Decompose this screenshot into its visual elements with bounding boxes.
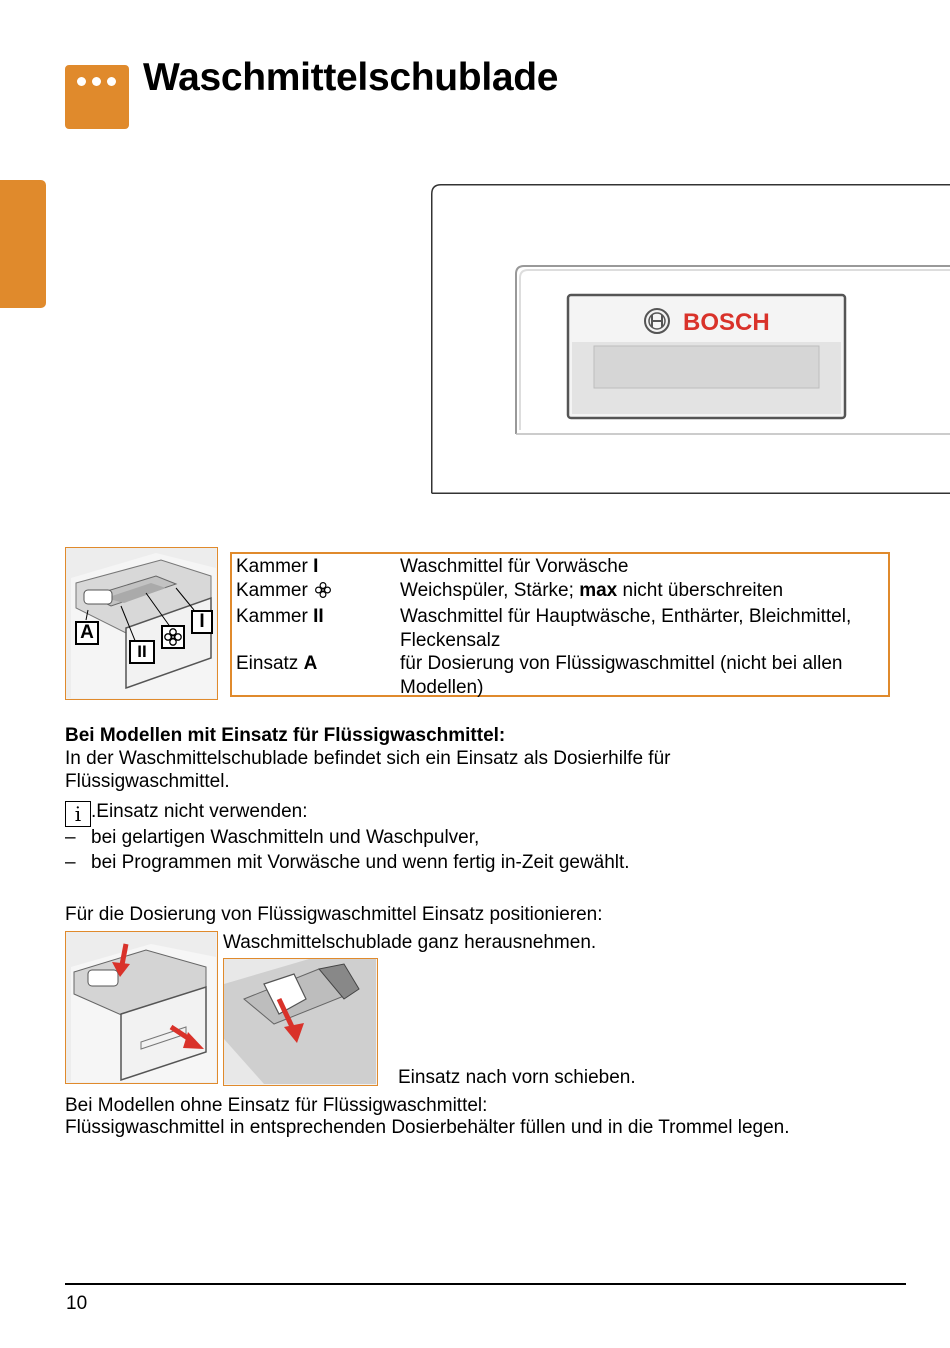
row-label: Kammer bbox=[236, 606, 314, 627]
row-description: Waschmittel für Hauptwäsche, Enthärter, Bleichmittel, Fleckensalz bbox=[400, 606, 852, 651]
chapter-tab bbox=[0, 180, 46, 308]
paragraph-line: Flüssigwaschmittel in entsprechenden Dosierbehälter füllen und in die Trommel legen. bbox=[65, 1117, 790, 1138]
chamber-label-ii: II bbox=[129, 640, 155, 664]
softener-flower-icon bbox=[161, 625, 185, 649]
info-icon: i bbox=[65, 801, 91, 827]
step-text: Waschmittelschublade ganz herausnehmen. bbox=[223, 932, 597, 953]
page-title: Waschmittelschublade bbox=[143, 56, 559, 99]
dot-icon bbox=[92, 77, 101, 86]
footer-divider bbox=[65, 1283, 906, 1285]
chamber-label-i: I bbox=[191, 610, 213, 634]
info-note bbox=[65, 800, 308, 827]
row-description: für Dosierung von Flüssigwaschmittel (nicht bei allen Modellen) bbox=[400, 653, 843, 698]
chamber-table bbox=[230, 552, 890, 697]
section-header-icon bbox=[65, 65, 129, 129]
row-label-bold: A bbox=[303, 653, 318, 674]
paragraph-line: In der Waschmittelschublade befindet sich ein Einsatz als Dosierhilfe für bbox=[65, 748, 671, 769]
washing-machine-front-illustration bbox=[431, 184, 950, 494]
brand-label: BOSCH bbox=[683, 309, 770, 336]
chamber-label-a: A bbox=[75, 621, 99, 645]
list-item: – bei gelartigen Waschmitteln und Waschpulver, bbox=[65, 827, 480, 848]
bosch-logo-icon bbox=[645, 309, 669, 333]
row-description: Weichspüler, Stärke; max nicht überschreiten bbox=[400, 580, 784, 601]
page-number: 10 bbox=[66, 1293, 88, 1314]
row-label: Einsatz bbox=[236, 653, 304, 674]
list-item: – bei Programmen mit Vorwäsche und wenn fertig in-Zeit gewählt. bbox=[65, 852, 630, 873]
step-text: Einsatz nach vorn schieben. bbox=[398, 1067, 636, 1088]
paragraph-line: Flüssigwaschmittel. bbox=[65, 771, 230, 792]
row-label: Kammer bbox=[236, 556, 314, 577]
section-heading: Bei Modellen mit Einsatz für Flüssigwaschmittel: bbox=[65, 725, 506, 746]
drawer-chambers-illustration bbox=[65, 547, 218, 700]
row-description: Waschmittel für Vorwäsche bbox=[400, 556, 629, 577]
insert-push-illustration bbox=[223, 958, 378, 1086]
dot-icon bbox=[77, 77, 86, 86]
dot-icon bbox=[107, 77, 116, 86]
paragraph-line: Bei Modellen ohne Einsatz für Flüssigwaschmittel: bbox=[65, 1095, 488, 1116]
drawer-removal-illustration bbox=[65, 931, 218, 1084]
paragraph-line: Für die Dosierung von Flüssigwaschmittel Einsatz positionieren: bbox=[65, 904, 603, 925]
row-label-bold: II bbox=[313, 606, 324, 627]
info-note-text: .Einsatz nicht verwenden: bbox=[91, 801, 308, 822]
softener-flower-icon bbox=[314, 581, 332, 606]
row-label-bold: I bbox=[313, 556, 319, 577]
row-label: Kammer bbox=[236, 580, 308, 601]
